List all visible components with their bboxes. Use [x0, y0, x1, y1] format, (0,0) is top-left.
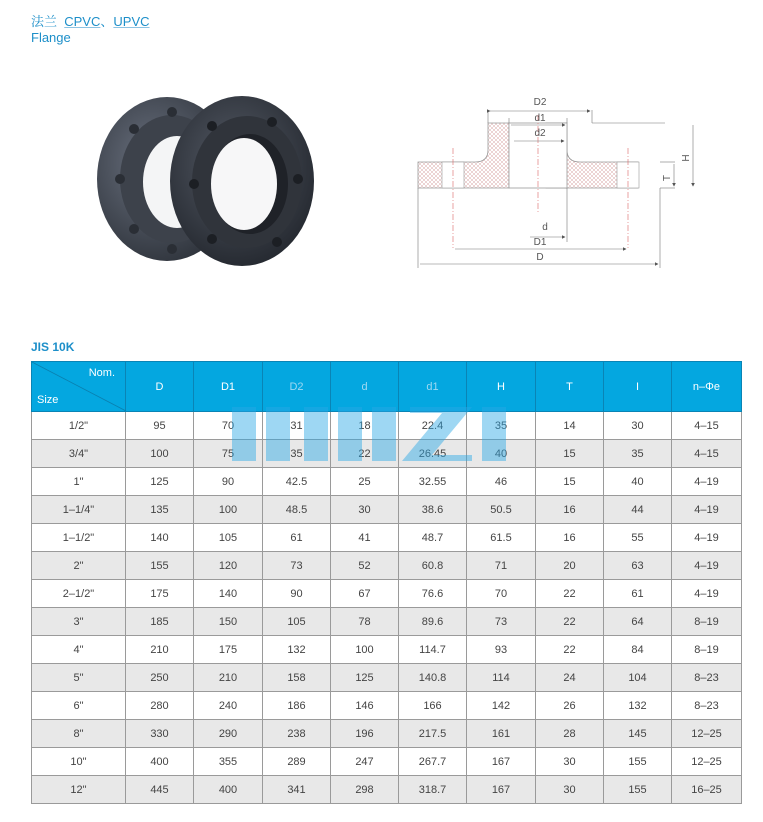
value-cell: 355	[194, 748, 263, 776]
title-cn: 法兰	[31, 14, 58, 29]
value-cell: 166	[399, 692, 467, 720]
value-cell: 60.8	[399, 552, 467, 580]
size-cell: 3/4"	[32, 440, 126, 468]
page-title	[31, 14, 150, 46]
value-cell: 41	[331, 524, 399, 552]
size-cell: 10"	[32, 748, 126, 776]
value-cell: 445	[126, 776, 194, 804]
col-header: T	[536, 362, 604, 412]
table-header-row	[32, 362, 742, 412]
col-header: d1	[399, 362, 467, 412]
standard-label: JIS 10K	[31, 340, 75, 354]
value-cell: 32.55	[399, 468, 467, 496]
label-T: T	[662, 174, 673, 182]
title-subtitle: Flange	[31, 30, 71, 45]
value-cell: 175	[194, 636, 263, 664]
value-cell: 12–25	[672, 720, 742, 748]
table-row	[32, 440, 742, 468]
size-cell: 8"	[32, 720, 126, 748]
corner-header	[32, 362, 126, 412]
corner-size-label: Size	[37, 394, 59, 406]
value-cell: 318.7	[399, 776, 467, 804]
table-row	[32, 412, 742, 440]
value-cell: 100	[126, 440, 194, 468]
value-cell: 290	[194, 720, 263, 748]
col-header: n–Φe	[672, 362, 742, 412]
value-cell: 142	[467, 692, 536, 720]
size-cell: 4"	[32, 636, 126, 664]
value-cell: 55	[604, 524, 672, 552]
table-row	[32, 552, 742, 580]
value-cell: 28	[536, 720, 604, 748]
value-cell: 16–25	[672, 776, 742, 804]
value-cell: 35	[604, 440, 672, 468]
value-cell: 4–19	[672, 552, 742, 580]
link-cpvc[interactable]: CPVC	[64, 14, 101, 29]
value-cell: 93	[467, 636, 536, 664]
value-cell: 22	[536, 608, 604, 636]
col-header: I	[604, 362, 672, 412]
value-cell: 210	[194, 664, 263, 692]
value-cell: 46	[467, 468, 536, 496]
value-cell: 4–19	[672, 496, 742, 524]
value-cell: 267.7	[399, 748, 467, 776]
value-cell: 30	[536, 748, 604, 776]
value-cell: 247	[331, 748, 399, 776]
value-cell: 73	[263, 552, 331, 580]
value-cell: 50.5	[467, 496, 536, 524]
value-cell: 30	[604, 412, 672, 440]
value-cell: 14	[536, 412, 604, 440]
value-cell: 78	[331, 608, 399, 636]
table-row	[32, 664, 742, 692]
value-cell: 8–19	[672, 636, 742, 664]
label-d: d	[542, 222, 548, 233]
title-separator: 、	[100, 14, 114, 29]
value-cell: 400	[126, 748, 194, 776]
value-cell: 71	[467, 552, 536, 580]
value-cell: 140	[126, 524, 194, 552]
value-cell: 240	[194, 692, 263, 720]
value-cell: 114	[467, 664, 536, 692]
spec-table	[31, 361, 742, 804]
value-cell: 155	[604, 748, 672, 776]
value-cell: 140.8	[399, 664, 467, 692]
value-cell: 104	[604, 664, 672, 692]
value-cell: 31	[263, 412, 331, 440]
value-cell: 120	[194, 552, 263, 580]
value-cell: 30	[331, 496, 399, 524]
value-cell: 341	[263, 776, 331, 804]
flange-product-photo	[92, 84, 320, 270]
title-line-1	[31, 14, 150, 30]
size-cell: 1–1/2"	[32, 524, 126, 552]
value-cell: 16	[536, 496, 604, 524]
value-cell: 185	[126, 608, 194, 636]
value-cell: 167	[467, 748, 536, 776]
value-cell: 167	[467, 776, 536, 804]
value-cell: 70	[467, 580, 536, 608]
col-header: D2	[263, 362, 331, 412]
value-cell: 67	[331, 580, 399, 608]
table-row	[32, 720, 742, 748]
value-cell: 90	[263, 580, 331, 608]
value-cell: 95	[126, 412, 194, 440]
corner-nom-label: Nom.	[88, 367, 115, 379]
value-cell: 4–19	[672, 580, 742, 608]
value-cell: 238	[263, 720, 331, 748]
table-row	[32, 524, 742, 552]
value-cell: 4–15	[672, 440, 742, 468]
value-cell: 196	[331, 720, 399, 748]
value-cell: 330	[126, 720, 194, 748]
value-cell: 22	[536, 636, 604, 664]
label-d1: d1	[534, 113, 546, 124]
value-cell: 8–19	[672, 608, 742, 636]
value-cell: 15	[536, 440, 604, 468]
value-cell: 150	[194, 608, 263, 636]
value-cell: 400	[194, 776, 263, 804]
table-row	[32, 776, 742, 804]
size-cell: 2"	[32, 552, 126, 580]
value-cell: 15	[536, 468, 604, 496]
table-row	[32, 608, 742, 636]
col-header: H	[467, 362, 536, 412]
value-cell: 61	[604, 580, 672, 608]
value-cell: 8–23	[672, 692, 742, 720]
value-cell: 132	[604, 692, 672, 720]
size-cell: 1/2"	[32, 412, 126, 440]
table-row	[32, 496, 742, 524]
value-cell: 210	[126, 636, 194, 664]
size-cell: 3"	[32, 608, 126, 636]
value-cell: 105	[194, 524, 263, 552]
table-row	[32, 468, 742, 496]
value-cell: 100	[194, 496, 263, 524]
value-cell: 175	[126, 580, 194, 608]
value-cell: 84	[604, 636, 672, 664]
value-cell: 73	[467, 608, 536, 636]
value-cell: 24	[536, 664, 604, 692]
col-header: D	[126, 362, 194, 412]
value-cell: 289	[263, 748, 331, 776]
size-cell: 1–1/4"	[32, 496, 126, 524]
value-cell: 8–23	[672, 664, 742, 692]
value-cell: 63	[604, 552, 672, 580]
value-cell: 146	[331, 692, 399, 720]
value-cell: 12–25	[672, 748, 742, 776]
value-cell: 70	[194, 412, 263, 440]
value-cell: 298	[331, 776, 399, 804]
value-cell: 22.4	[399, 412, 467, 440]
value-cell: 105	[263, 608, 331, 636]
value-cell: 20	[536, 552, 604, 580]
value-cell: 48.7	[399, 524, 467, 552]
flange-cross-section-drawing	[410, 90, 700, 270]
value-cell: 42.5	[263, 468, 331, 496]
value-cell: 132	[263, 636, 331, 664]
table-row	[32, 692, 742, 720]
value-cell: 64	[604, 608, 672, 636]
size-cell: 1"	[32, 468, 126, 496]
value-cell: 44	[604, 496, 672, 524]
value-cell: 38.6	[399, 496, 467, 524]
value-cell: 25	[331, 468, 399, 496]
label-D1: D1	[533, 237, 547, 248]
value-cell: 280	[126, 692, 194, 720]
value-cell: 35	[467, 412, 536, 440]
value-cell: 155	[126, 552, 194, 580]
table-row	[32, 748, 742, 776]
value-cell: 161	[467, 720, 536, 748]
value-cell: 4–19	[672, 468, 742, 496]
value-cell: 30	[536, 776, 604, 804]
label-d2: d2	[534, 128, 546, 139]
size-cell: 6"	[32, 692, 126, 720]
value-cell: 114.7	[399, 636, 467, 664]
value-cell: 250	[126, 664, 194, 692]
value-cell: 217.5	[399, 720, 467, 748]
value-cell: 52	[331, 552, 399, 580]
value-cell: 16	[536, 524, 604, 552]
value-cell: 155	[604, 776, 672, 804]
size-cell: 12"	[32, 776, 126, 804]
value-cell: 61.5	[467, 524, 536, 552]
value-cell: 26.45	[399, 440, 467, 468]
label-H: H	[681, 154, 692, 162]
value-cell: 18	[331, 412, 399, 440]
flange-front	[170, 96, 314, 266]
value-cell: 140	[194, 580, 263, 608]
value-cell: 89.6	[399, 608, 467, 636]
size-cell: 5"	[32, 664, 126, 692]
label-D2: D2	[533, 97, 547, 108]
value-cell: 61	[263, 524, 331, 552]
table-row	[32, 580, 742, 608]
value-cell: 158	[263, 664, 331, 692]
value-cell: 76.6	[399, 580, 467, 608]
value-cell: 75	[194, 440, 263, 468]
col-header: d	[331, 362, 399, 412]
link-upvc[interactable]: UPVC	[113, 14, 150, 29]
label-D: D	[536, 252, 544, 263]
value-cell: 135	[126, 496, 194, 524]
value-cell: 22	[536, 580, 604, 608]
table-row	[32, 636, 742, 664]
value-cell: 4–15	[672, 412, 742, 440]
value-cell: 4–19	[672, 524, 742, 552]
col-header: D1	[194, 362, 263, 412]
value-cell: 40	[467, 440, 536, 468]
value-cell: 48.5	[263, 496, 331, 524]
value-cell: 22	[331, 440, 399, 468]
value-cell: 90	[194, 468, 263, 496]
value-cell: 26	[536, 692, 604, 720]
value-cell: 125	[126, 468, 194, 496]
value-cell: 145	[604, 720, 672, 748]
value-cell: 40	[604, 468, 672, 496]
size-cell: 2–1/2"	[32, 580, 126, 608]
value-cell: 100	[331, 636, 399, 664]
value-cell: 186	[263, 692, 331, 720]
value-cell: 125	[331, 664, 399, 692]
value-cell: 35	[263, 440, 331, 468]
